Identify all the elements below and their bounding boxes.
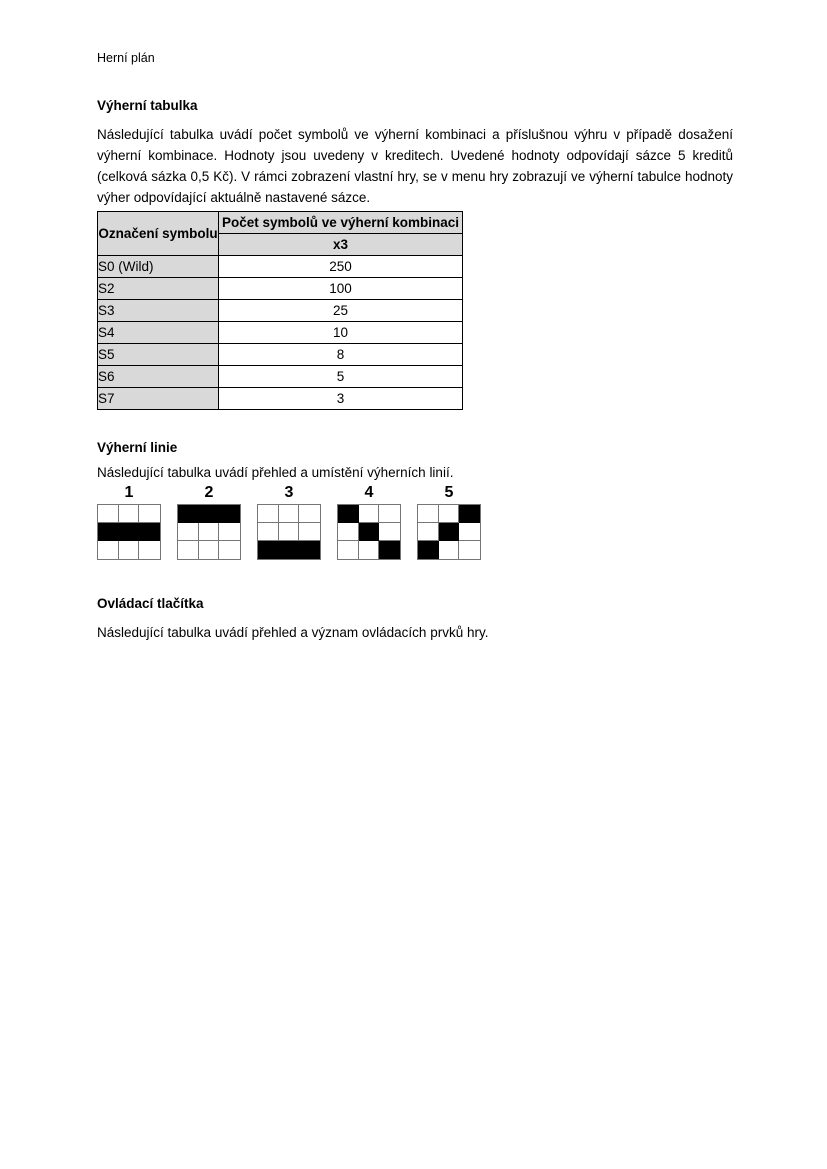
line-cell <box>258 523 279 541</box>
win-line-grid <box>177 504 241 560</box>
value-cell: 5 <box>219 366 463 388</box>
line-cell-filled <box>299 541 320 559</box>
table-row <box>98 366 463 388</box>
heading-win-table: Výherní tabulka <box>97 98 198 113</box>
doc-title: Herní plán <box>97 51 155 65</box>
symbol-cell: S7 <box>98 388 219 410</box>
line-cell <box>178 541 199 559</box>
line-cell-filled <box>279 541 300 559</box>
line-cell <box>219 523 240 541</box>
line-cell <box>359 541 380 559</box>
line-cell <box>338 541 359 559</box>
win-line-grid <box>257 504 321 560</box>
line-cell-filled <box>219 505 240 523</box>
line-cell <box>439 505 460 523</box>
win-line-4 <box>337 484 401 560</box>
pay-table <box>97 211 463 410</box>
win-line-number: 5 <box>444 484 454 501</box>
line-cell-filled <box>98 523 119 541</box>
symbol-cell: S5 <box>98 344 219 366</box>
line-cell-filled <box>418 541 439 559</box>
table-row <box>98 388 463 410</box>
line-cell <box>119 505 140 523</box>
line-cell <box>219 541 240 559</box>
win-line-number: 4 <box>364 484 374 501</box>
win-line-1 <box>97 484 161 560</box>
table-row <box>98 300 463 322</box>
line-cell <box>359 505 380 523</box>
line-cell <box>199 541 220 559</box>
line-cell-filled <box>258 541 279 559</box>
line-cell <box>279 523 300 541</box>
line-cell <box>379 505 400 523</box>
win-line-grid <box>97 504 161 560</box>
table-row <box>98 256 463 278</box>
pay-table-col1-header: Označení symbolu <box>98 212 219 256</box>
win-line-2 <box>177 484 241 560</box>
line-cell <box>439 541 460 559</box>
value-cell: 3 <box>219 388 463 410</box>
win-line-number: 2 <box>204 484 214 501</box>
value-cell: 10 <box>219 322 463 344</box>
line-cell <box>338 523 359 541</box>
line-cell <box>119 541 140 559</box>
line-cell-filled <box>439 523 460 541</box>
line-cell <box>258 505 279 523</box>
heading-win-lines: Výherní linie <box>97 440 178 455</box>
value-cell: 100 <box>219 278 463 300</box>
line-cell-filled <box>338 505 359 523</box>
line-cell <box>139 541 160 559</box>
table-row <box>98 344 463 366</box>
win-line-5 <box>417 484 481 560</box>
line-cell <box>178 523 199 541</box>
line-cell <box>98 505 119 523</box>
line-cell <box>299 523 320 541</box>
line-cell <box>199 523 220 541</box>
line-cell-filled <box>379 541 400 559</box>
line-cell <box>98 541 119 559</box>
value-cell: 25 <box>219 300 463 322</box>
pay-table-col2-header: Počet symbolů ve výherní kombinaci <box>219 212 463 234</box>
line-cell <box>279 505 300 523</box>
win-lines-diagrams <box>97 484 733 560</box>
line-cell <box>459 523 480 541</box>
line-cell <box>299 505 320 523</box>
heading-controls: Ovládací tlačítka <box>97 596 204 611</box>
line-cell <box>139 505 160 523</box>
win-line-grid <box>337 504 401 560</box>
table-row <box>98 278 463 300</box>
line-cell-filled <box>139 523 160 541</box>
line-cell-filled <box>359 523 380 541</box>
symbol-cell: S3 <box>98 300 219 322</box>
win-lines-paragraph: Následující tabulka uvádí přehled a umístění výherních linií. <box>97 465 454 480</box>
win-line-3 <box>257 484 321 560</box>
win-table-paragraph: Následující tabulka uvádí počet symbolů ve výherní kombinaci a příslušnou výhru v případě dosažení výherní kombinace. Hodnoty jsou uvedeny v kreditech. Uvedené hodnoty odpovídají sázce 5 kreditů (celková sázka 0,5 Kč). V rámci zobrazení vlastní hry, se v menu hry zobrazují ve výherní tabulce hodnoty výher odpovídající aktuálně nastavené sázce. <box>97 127 733 205</box>
line-cell <box>459 541 480 559</box>
line-cell-filled <box>459 505 480 523</box>
symbol-cell: S6 <box>98 366 219 388</box>
line-cell-filled <box>199 505 220 523</box>
symbol-cell: S0 (Wild) <box>98 256 219 278</box>
symbol-cell: S2 <box>98 278 219 300</box>
line-cell <box>418 505 439 523</box>
line-cell <box>418 523 439 541</box>
line-cell-filled <box>119 523 140 541</box>
table-row <box>98 322 463 344</box>
win-line-grid <box>417 504 481 560</box>
controls-paragraph: Následující tabulka uvádí přehled a význam ovládacích prvků hry. <box>97 625 489 640</box>
line-cell-filled <box>178 505 199 523</box>
symbol-cell: S4 <box>98 322 219 344</box>
win-line-number: 3 <box>284 484 294 501</box>
value-cell: 250 <box>219 256 463 278</box>
value-cell: 8 <box>219 344 463 366</box>
pay-table-col2-subheader: x3 <box>219 234 463 256</box>
win-line-number: 1 <box>124 484 134 501</box>
line-cell <box>379 523 400 541</box>
pay-table-header-row <box>98 212 463 234</box>
